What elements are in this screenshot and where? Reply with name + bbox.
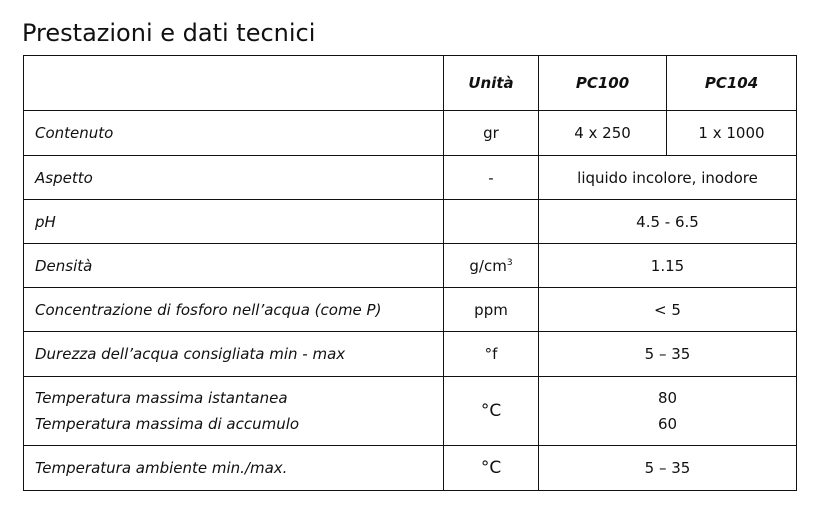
technical-data-table [23, 55, 797, 491]
table-row [24, 244, 797, 288]
row-label-line-2: Temperatura massima di accumulo [35, 415, 300, 433]
row-unit: °C [444, 446, 539, 491]
header-unit: Unità [444, 56, 539, 111]
row-value: 1.15 [539, 244, 797, 288]
row-unit: °f [444, 332, 539, 377]
row-label: Concentrazione di fosforo nell’acqua (come P) [24, 288, 444, 332]
table-row [24, 377, 797, 446]
header-parameter [24, 56, 444, 111]
row-label: pH [24, 200, 444, 244]
row-value: 4.5 - 6.5 [539, 200, 797, 244]
row-label: Densità [24, 244, 444, 288]
row-value: 5 – 35 [539, 332, 797, 377]
row-value [539, 377, 797, 446]
row-value-pc100: 4 x 250 [539, 111, 667, 156]
row-label: Durezza dell’acqua consigliata min - max [24, 332, 444, 377]
section-title: Prestazioni e dati tecnici [22, 19, 316, 47]
table-row [24, 200, 797, 244]
row-value: < 5 [539, 288, 797, 332]
unit-base: g/cm [469, 256, 507, 275]
row-label-line-1: Temperatura massima istantanea [35, 389, 288, 407]
unit-superscript: 3 [506, 257, 513, 268]
row-value-pc104: 1 x 1000 [667, 111, 797, 156]
row-label: Contenuto [24, 111, 444, 156]
row-unit: - [444, 156, 539, 200]
header-pc104: PC104 [667, 56, 797, 111]
row-label: Aspetto [24, 156, 444, 200]
table-row [24, 288, 797, 332]
row-label [24, 377, 444, 446]
row-value: 5 – 35 [539, 446, 797, 491]
header-pc100: PC100 [539, 56, 667, 111]
row-value-line-1: 80 [657, 389, 678, 407]
row-unit: °C [444, 377, 539, 446]
table-row [24, 446, 797, 491]
row-label: Temperatura ambiente min./max. [24, 446, 444, 491]
table-row [24, 156, 797, 200]
row-value-line-2: 60 [657, 415, 678, 433]
row-value: liquido incolore, inodore [539, 156, 797, 200]
row-unit [444, 244, 539, 288]
row-unit: ppm [444, 288, 539, 332]
table-row [24, 332, 797, 377]
table-header-row [24, 56, 797, 111]
row-unit: gr [444, 111, 539, 156]
table-row [24, 111, 797, 156]
row-unit [444, 200, 539, 244]
